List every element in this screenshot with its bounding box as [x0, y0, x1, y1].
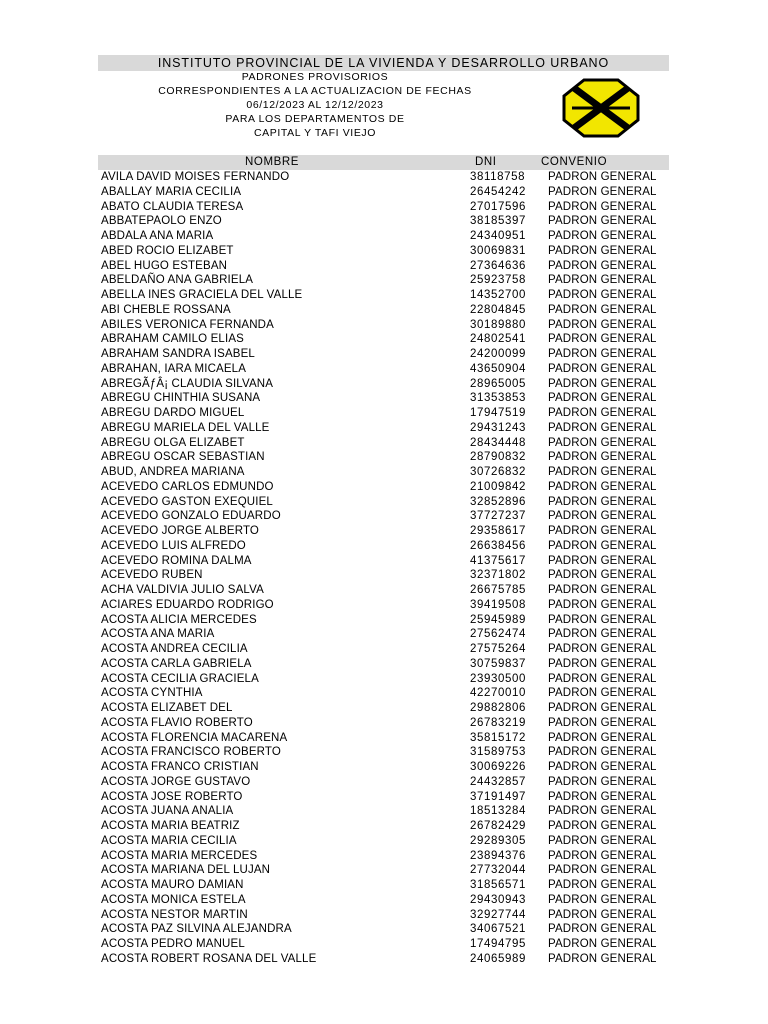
cell-convenio: PADRON GENERAL [548, 746, 657, 759]
table-row [98, 524, 669, 539]
cell-nombre: ACOSTA PEDRO MANUEL [101, 938, 245, 950]
subtitle-line-4: PARA LOS DEPARTAMENTOS DE [225, 113, 405, 125]
cell-dni: 37727237 [470, 510, 526, 523]
cell-nombre: ACOSTA CYNTHIA [101, 687, 203, 700]
cell-nombre: ABRAHAM CAMILO ELIAS [101, 333, 244, 346]
table-body [98, 170, 669, 967]
cell-convenio: PADRON GENERAL [548, 274, 657, 287]
cell-nombre: ABREGU DARDO MIGUEL [101, 407, 245, 419]
cell-nombre: ABDALA ANA MARIA [101, 230, 214, 242]
cell-convenio: PADRON GENERAL [548, 716, 657, 729]
cell-convenio: PADRON GENERAL [548, 244, 657, 257]
cell-dni: 31353853 [470, 392, 526, 405]
table-row [98, 332, 669, 347]
table-row [98, 421, 669, 436]
cell-dni: 24802541 [470, 333, 526, 346]
cell-nombre: ACOSTA ALICIA MERCEDES [101, 613, 257, 626]
cell-convenio: PADRON GENERAL [548, 923, 657, 936]
column-header-convenio: CONVENIO [541, 156, 608, 168]
cell-convenio: PADRON GENERAL [548, 171, 657, 183]
table-row [98, 849, 669, 864]
table-row [98, 185, 669, 200]
cell-dni: 30189880 [470, 318, 526, 331]
cell-convenio: PADRON GENERAL [548, 672, 657, 685]
cell-nombre: ABATO CLAUDIA TERESA [101, 200, 244, 213]
cell-convenio: PADRON GENERAL [548, 790, 657, 803]
cell-convenio: PADRON GENERAL [548, 392, 657, 405]
cell-convenio: PADRON GENERAL [548, 879, 657, 891]
cell-nombre: ACOSTA MARIA BEATRIZ [101, 820, 240, 832]
cell-dni: 24200099 [470, 348, 526, 360]
table-row [98, 583, 669, 598]
cell-convenio: PADRON GENERAL [548, 215, 657, 228]
cell-nombre: ACEVEDO CARLOS EDMUNDO [101, 480, 274, 493]
table-row [98, 627, 669, 642]
cell-nombre: ACOSTA MONICA ESTELA [101, 893, 246, 906]
cell-convenio: PADRON GENERAL [548, 362, 657, 375]
cell-dni: 26454242 [470, 185, 526, 198]
table-row [98, 893, 669, 908]
subtitle-line-1: PADRONES PROVISORIOS [241, 71, 389, 83]
cell-nombre: ACEVEDO GASTON EXEQUIEL [101, 495, 273, 508]
cell-dni: 30069831 [470, 244, 526, 257]
cell-convenio: PADRON GENERAL [548, 761, 657, 773]
cell-convenio: PADRON GENERAL [548, 775, 657, 788]
cell-nombre: ACEVEDO ROMINA DALMA [101, 554, 252, 567]
cell-nombre: ACOSTA MARIA MERCEDES [101, 849, 258, 862]
cell-nombre: ABUD, ANDREA MARIANA [101, 466, 245, 478]
cell-dni: 26638456 [470, 539, 526, 552]
cell-nombre: ABALLAY MARIA CECILIA [101, 185, 242, 198]
table-row [98, 288, 669, 303]
table-row [98, 318, 669, 333]
cell-dni: 27017596 [470, 200, 526, 213]
table-row [98, 790, 669, 805]
cell-nombre: ACOSTA MARIANA DEL LUJAN [101, 864, 271, 877]
cell-nombre: ACOSTA FRANCO CRISTIAN [101, 761, 259, 773]
cell-convenio: PADRON GENERAL [548, 303, 657, 316]
cell-nombre: ACOSTA JORGE GUSTAVO [101, 775, 251, 788]
cell-nombre: ACOSTA JUANA ANALIA [101, 805, 234, 818]
cell-convenio: PADRON GENERAL [548, 805, 657, 818]
cell-dni: 25923758 [470, 274, 526, 287]
cell-dni: 17947519 [470, 407, 526, 419]
table-row [98, 804, 669, 819]
date-range: 06/12/2023 AL 12/12/2023 [246, 99, 384, 111]
cell-nombre: ACOSTA FLAVIO ROBERTO [101, 716, 253, 729]
cell-convenio: PADRON GENERAL [548, 377, 657, 390]
cell-nombre: ACOSTA NESTOR MARTIN [101, 908, 248, 921]
cell-dni: 30759837 [470, 657, 526, 670]
cell-dni: 27575264 [470, 643, 526, 655]
table-row [98, 539, 669, 554]
cell-convenio: PADRON GENERAL [548, 569, 657, 582]
cell-dni: 35815172 [470, 731, 526, 744]
cell-dni: 18513284 [470, 805, 526, 818]
cell-convenio: PADRON GENERAL [548, 613, 657, 626]
cell-dni: 37191497 [470, 790, 526, 803]
cell-dni: 25945989 [470, 613, 526, 626]
table-row [98, 745, 669, 760]
table-row [98, 229, 669, 244]
table-row [98, 509, 669, 524]
cell-nombre: ABRAHAN, IARA MICAELA [101, 362, 247, 375]
cell-convenio: PADRON GENERAL [548, 348, 657, 360]
cell-nombre: ACOSTA ELIZABET DEL [101, 702, 233, 714]
table-row [98, 731, 669, 746]
cell-nombre: ABREGU MARIELA DEL VALLE [101, 421, 270, 434]
cell-convenio: PADRON GENERAL [548, 480, 657, 493]
subtitle-line-5: CAPITAL Y TAFI VIEJO [253, 127, 377, 139]
table-row [98, 347, 669, 362]
cell-convenio: PADRON GENERAL [548, 333, 657, 346]
table-row [98, 214, 669, 229]
cell-convenio: PADRON GENERAL [548, 407, 657, 419]
cell-convenio: PADRON GENERAL [548, 849, 657, 862]
cell-convenio: PADRON GENERAL [548, 318, 657, 331]
table-row [98, 406, 669, 421]
table-row [98, 613, 669, 628]
cell-dni: 24432857 [470, 775, 526, 788]
cell-dni: 41375617 [470, 554, 526, 567]
table-row [98, 952, 669, 967]
cell-nombre: ACEVEDO LUIS ALFREDO [101, 539, 246, 552]
table-row [98, 244, 669, 259]
table-row [98, 170, 669, 185]
cell-dni: 38185397 [470, 215, 526, 228]
cell-nombre: AVILA DAVID MOISES FERNANDO [101, 171, 290, 183]
table-row [98, 465, 669, 480]
cell-nombre: ABREGU OSCAR SEBASTIAN [101, 451, 265, 464]
table-row [98, 937, 669, 952]
cell-convenio: PADRON GENERAL [548, 185, 657, 198]
cell-convenio: PADRON GENERAL [548, 952, 657, 965]
cell-nombre: ACHA VALDIVIA JULIO SALVA [101, 584, 264, 596]
cell-dni: 30069226 [470, 761, 526, 773]
cell-nombre: ACEVEDO GONZALO EDUARDO [101, 510, 281, 523]
cell-nombre: ABEL HUGO ESTEBAN [101, 259, 228, 272]
cell-nombre: ACOSTA ROBERT ROSANA DEL VALLE [101, 952, 317, 965]
table-row [98, 863, 669, 878]
table-row [98, 273, 669, 288]
cell-nombre: ACOSTA PAZ SILVINA ALEJANDRA [101, 923, 292, 936]
table-row [98, 598, 669, 613]
cell-dni: 27732044 [470, 864, 526, 877]
cell-nombre: ABILES VERONICA FERNANDA [101, 318, 274, 331]
table-row [98, 450, 669, 465]
cell-convenio: PADRON GENERAL [548, 421, 657, 434]
cell-convenio: PADRON GENERAL [548, 200, 657, 213]
cell-dni: 21009842 [470, 480, 526, 493]
cell-convenio: PADRON GENERAL [548, 657, 657, 670]
cell-convenio: PADRON GENERAL [548, 495, 657, 508]
cell-convenio: PADRON GENERAL [548, 539, 657, 552]
cell-dni: 27562474 [470, 628, 526, 641]
cell-convenio: PADRON GENERAL [548, 702, 657, 714]
cell-dni: 28965005 [470, 377, 526, 390]
cell-dni: 29430943 [470, 893, 526, 906]
table-row [98, 391, 669, 406]
column-header-nombre: NOMBRE [245, 156, 300, 168]
cell-convenio: PADRON GENERAL [548, 643, 657, 655]
table-row [98, 377, 669, 392]
cell-dni: 26675785 [470, 584, 526, 596]
document-title: INSTITUTO PROVINCIAL DE LA VIVIENDA Y DESARROLLO URBANO [98, 55, 669, 71]
cell-dni: 28790832 [470, 451, 526, 464]
table-row [98, 657, 669, 672]
cell-nombre: ACOSTA ANDREA CECILIA [101, 643, 248, 655]
table-row [98, 908, 669, 923]
table-row [98, 642, 669, 657]
cell-dni: 31856571 [470, 879, 526, 891]
column-header-dni: DNI [475, 156, 497, 168]
cell-convenio: PADRON GENERAL [548, 451, 657, 464]
cell-convenio: PADRON GENERAL [548, 731, 657, 744]
cell-nombre: ACEVEDO JORGE ALBERTO [101, 525, 260, 537]
cell-convenio: PADRON GENERAL [548, 628, 657, 641]
cell-dni: 39419508 [470, 598, 526, 611]
cell-nombre: ABRAHAM SANDRA ISABEL [101, 348, 255, 360]
table-row [98, 701, 669, 716]
cell-dni: 24340951 [470, 230, 526, 242]
table-row [98, 259, 669, 274]
cell-nombre: ACOSTA MARIA CECILIA [101, 834, 237, 847]
cell-dni: 29289305 [470, 834, 526, 847]
table-row [98, 686, 669, 701]
cell-nombre: ABBATEPAOLO ENZO [101, 215, 222, 228]
cell-nombre: ABREGU OLGA ELIZABET [101, 436, 245, 449]
cell-dni: 31589753 [470, 746, 526, 759]
cell-nombre: ABI CHEBLE ROSSANA [101, 303, 231, 316]
table-row [98, 716, 669, 731]
cell-nombre: ABELDAÑO ANA GABRIELA [101, 274, 254, 287]
cell-nombre: ACOSTA FLORENCIA MACARENA [101, 731, 288, 744]
cell-dni: 26783219 [470, 716, 526, 729]
cell-dni: 29358617 [470, 525, 526, 537]
cell-nombre: ABREGÃƒÂ¡ CLAUDIA SILVANA [101, 377, 274, 390]
table-row [98, 878, 669, 893]
table-row [98, 303, 669, 318]
cell-nombre: ACOSTA JOSE ROBERTO [101, 790, 243, 803]
cell-nombre: ACEVEDO RUBEN [101, 569, 203, 582]
cell-convenio: PADRON GENERAL [548, 436, 657, 449]
cell-nombre: ACOSTA FRANCISCO ROBERTO [101, 746, 281, 759]
cell-dni: 29882806 [470, 702, 526, 714]
cell-dni: 23894376 [470, 849, 526, 862]
cell-convenio: PADRON GENERAL [548, 834, 657, 847]
cell-convenio: PADRON GENERAL [548, 908, 657, 921]
cell-dni: 14352700 [470, 289, 526, 301]
table-header [98, 155, 669, 170]
cell-convenio: PADRON GENERAL [548, 584, 657, 596]
table-row [98, 436, 669, 451]
cell-convenio: PADRON GENERAL [548, 230, 657, 242]
cell-convenio: PADRON GENERAL [548, 525, 657, 537]
cell-dni: 22804845 [470, 303, 526, 316]
table-row [98, 834, 669, 849]
cell-nombre: ABREGU CHINTHIA SUSANA [101, 392, 261, 405]
cell-convenio: PADRON GENERAL [548, 466, 657, 478]
cell-convenio: PADRON GENERAL [548, 510, 657, 523]
cell-convenio: PADRON GENERAL [548, 598, 657, 611]
cell-dni: 26782429 [470, 820, 526, 832]
subtitle-line-2: CORRESPONDIENTES A LA ACTUALIZACION DE FECHAS [158, 85, 472, 97]
table-row [98, 760, 669, 775]
cell-convenio: PADRON GENERAL [548, 687, 657, 700]
cell-dni: 24065989 [470, 952, 526, 965]
table-row [98, 922, 669, 937]
cell-dni: 29431243 [470, 421, 526, 434]
cell-convenio: PADRON GENERAL [548, 554, 657, 567]
cell-dni: 27364636 [470, 259, 526, 272]
cell-nombre: ACOSTA MAURO DAMIAN [101, 879, 244, 891]
cell-nombre: ACOSTA ANA MARIA [101, 628, 215, 641]
table-row [98, 819, 669, 834]
cell-dni: 43650904 [470, 362, 526, 375]
table-row [98, 200, 669, 215]
cell-convenio: PADRON GENERAL [548, 259, 657, 272]
table-row [98, 480, 669, 495]
cell-dni: 30726832 [470, 466, 526, 478]
cell-dni: 23930500 [470, 672, 526, 685]
institute-logo [562, 78, 640, 138]
cell-convenio: PADRON GENERAL [548, 289, 657, 301]
cell-dni: 28434448 [470, 436, 526, 449]
cell-convenio: PADRON GENERAL [548, 820, 657, 832]
table-row [98, 495, 669, 510]
cell-nombre: ACOSTA CARLA GABRIELA [101, 657, 252, 670]
table-row [98, 554, 669, 569]
cell-nombre: ABELLA INES GRACIELA DEL VALLE [101, 289, 303, 301]
cell-dni: 32371802 [470, 569, 526, 582]
table-row [98, 568, 669, 583]
table-row [98, 362, 669, 377]
cell-dni: 32927744 [470, 908, 526, 921]
cell-dni: 32852896 [470, 495, 526, 508]
cell-dni: 42270010 [470, 687, 526, 700]
cell-convenio: PADRON GENERAL [548, 938, 657, 950]
table-row [98, 775, 669, 790]
cell-convenio: PADRON GENERAL [548, 893, 657, 906]
cell-nombre: ACIARES EDUARDO RODRIGO [101, 598, 274, 611]
cell-dni: 34067521 [470, 923, 526, 936]
cell-dni: 38118758 [470, 171, 526, 183]
table-row [98, 672, 669, 687]
cell-convenio: PADRON GENERAL [548, 864, 657, 877]
cell-dni: 17494795 [470, 938, 526, 950]
cell-nombre: ACOSTA CECILIA GRACIELA [101, 672, 259, 685]
cell-nombre: ABED ROCIO ELIZABET [101, 244, 234, 257]
